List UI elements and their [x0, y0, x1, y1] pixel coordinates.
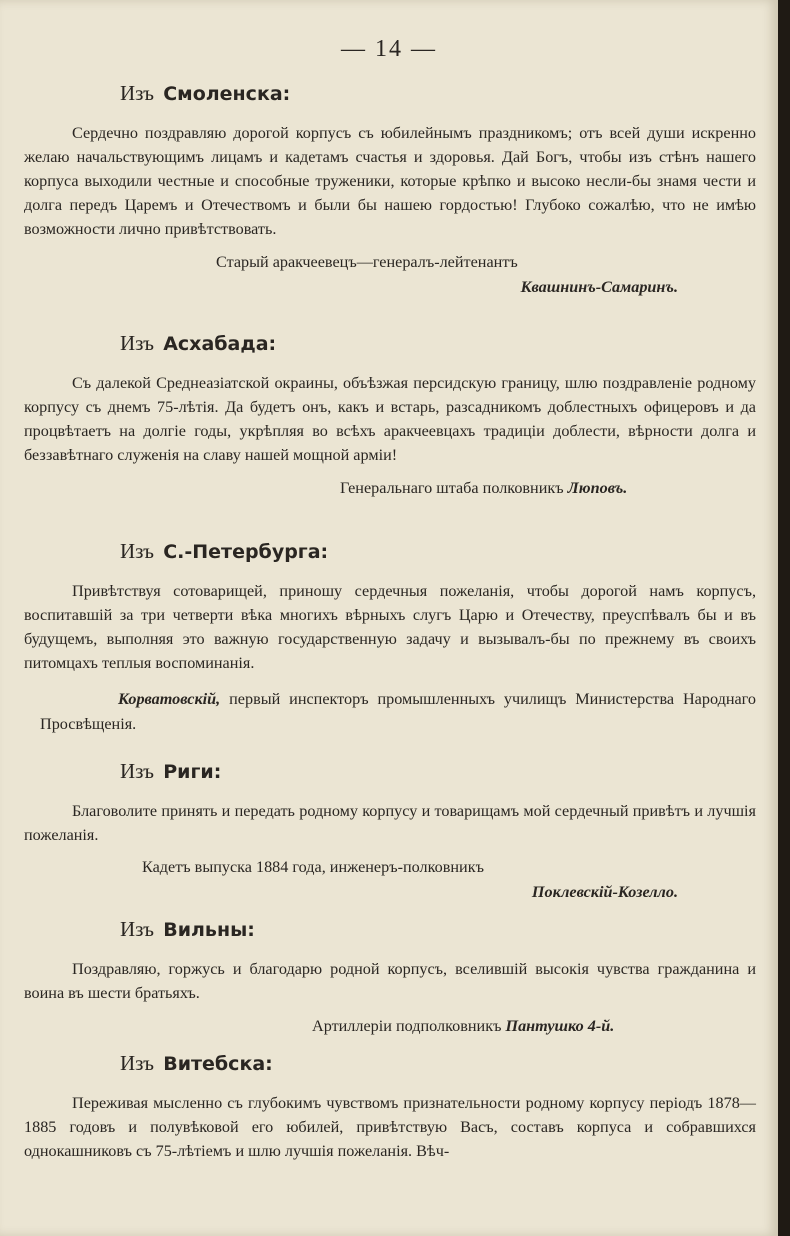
signature-name: Квашнинъ-Самаринъ. [520, 278, 678, 296]
section-heading [120, 330, 778, 357]
signature-name-line [0, 880, 678, 905]
telegram-text: Привѣтствуя сотоварищей, приношу сердечныя пожеланія, чтобы дорогой намъ корпусъ, воспитавшій за три четверти вѣка многихъ вѣрныхъ слугъ Царю и Отечеству, преуспѣвалъ бы и въ будущемъ, выполняя это важную государственную задачу и вызывалъ-бы по прежнему въ своихъ питомцахъ теплыя воспоминанія. [24, 582, 756, 672]
section-askhabad [0, 330, 778, 501]
heading-prefix: Изъ [120, 331, 154, 355]
heading-city: Смоленска: [163, 83, 291, 105]
section-heading [120, 538, 778, 565]
signature-line: Кадетъ выпуска 1884 года, инженеръ-полковникъ [142, 858, 484, 876]
signature-title: Генеральнаго штаба полковникъ [340, 479, 564, 497]
page-number: — 14 — [341, 36, 437, 62]
signature-line [312, 1014, 778, 1039]
heading-city: Асхабада: [163, 333, 277, 355]
signature-name-line [0, 275, 678, 300]
signature-title: первый инспекторъ промышленныхъ училищъ Министерства Народнаго Просвѣщенія. [40, 690, 756, 733]
section-heading [120, 1050, 778, 1077]
signature-name: Поклевскій-Козелло. [531, 883, 678, 901]
section-heading [120, 758, 778, 785]
section-heading [120, 916, 778, 943]
section-riga [0, 758, 778, 905]
section-smolensk [0, 80, 778, 300]
section-vitebsk [0, 1050, 778, 1163]
signature-title: Артиллеріи подполковникъ [312, 1017, 502, 1035]
signature-line [340, 476, 778, 501]
signature-name: Пантушко 4-й. [505, 1017, 615, 1035]
section-heading [120, 80, 778, 107]
signature-name: Люповъ. [567, 479, 628, 497]
heading-city: Вильны: [163, 919, 255, 941]
section-vilna [0, 916, 778, 1039]
telegram-text: Переживая мысленно съ глубокимъ чувствомъ признательности родному корпусу періодъ 1878—1885 годовъ и полувѣковой его юбилей, привѣтствую Васъ, составъ корпуса и собравшихся однокашниковъ съ 75-лѣтіемъ и шлю лучшія пожеланія. Вѣч- [24, 1094, 756, 1160]
telegram-text: Поздравляю, горжусь и благодарю родной корпусъ, вселившій высокія чувства гражданина и воина въ шести братьяхъ. [24, 960, 756, 1002]
heading-prefix: Изъ [120, 1051, 154, 1075]
signature-paragraph [40, 687, 756, 737]
telegram-text: Благоволите принять и передать родному корпусу и товарищамъ мой сердечный привѣтъ и лучшія пожеланія. [24, 802, 756, 844]
heading-city: Витебска: [163, 1053, 273, 1075]
heading-prefix: Изъ [120, 917, 154, 941]
telegram-text: Съ далекой Среднеазіатской окраины, объѣзжая персидскую границу, шлю поздравленіе родному корпусу съ днемъ 75-лѣтія. Да будетъ онъ, какъ и встарь, разсадникомъ доблестныхъ офицеровъ и да процвѣтаетъ на долгіе годы, укрѣпляя во всѣхъ аракчеевцахъ традиціи доблести, вѣрности долга и беззавѣтнаго служенія на славу нашей мощной арміи! [24, 374, 756, 464]
heading-prefix: Изъ [120, 81, 154, 105]
heading-prefix: Изъ [120, 539, 154, 563]
section-st-petersburg [0, 538, 778, 737]
heading-city: Риги: [163, 761, 222, 783]
signature-name: Корватовскій, [118, 690, 221, 708]
signature-line: Старый аракчеевецъ—генералъ-лейтенантъ [216, 253, 518, 271]
heading-prefix: Изъ [120, 759, 154, 783]
telegram-text: Сердечно поздравляю дорогой корпусъ съ юбилейнымъ праздникомъ; отъ всей души искренно желаю начальствующимъ лицамъ и кадетамъ счастья и здоровья. Дай Богъ, чтобы изъ стѣнъ нашего корпуса выходили честные и способные труженики, которые крѣпко и высоко несли-бы знамя чести и долга передъ Царемъ и Отечествомъ и были бы нашею гордостью! Глубоко сожалѣю, что не имѣю возможности лично привѣтствовать. [24, 124, 756, 238]
heading-city: С.-Петербурга: [163, 541, 329, 563]
